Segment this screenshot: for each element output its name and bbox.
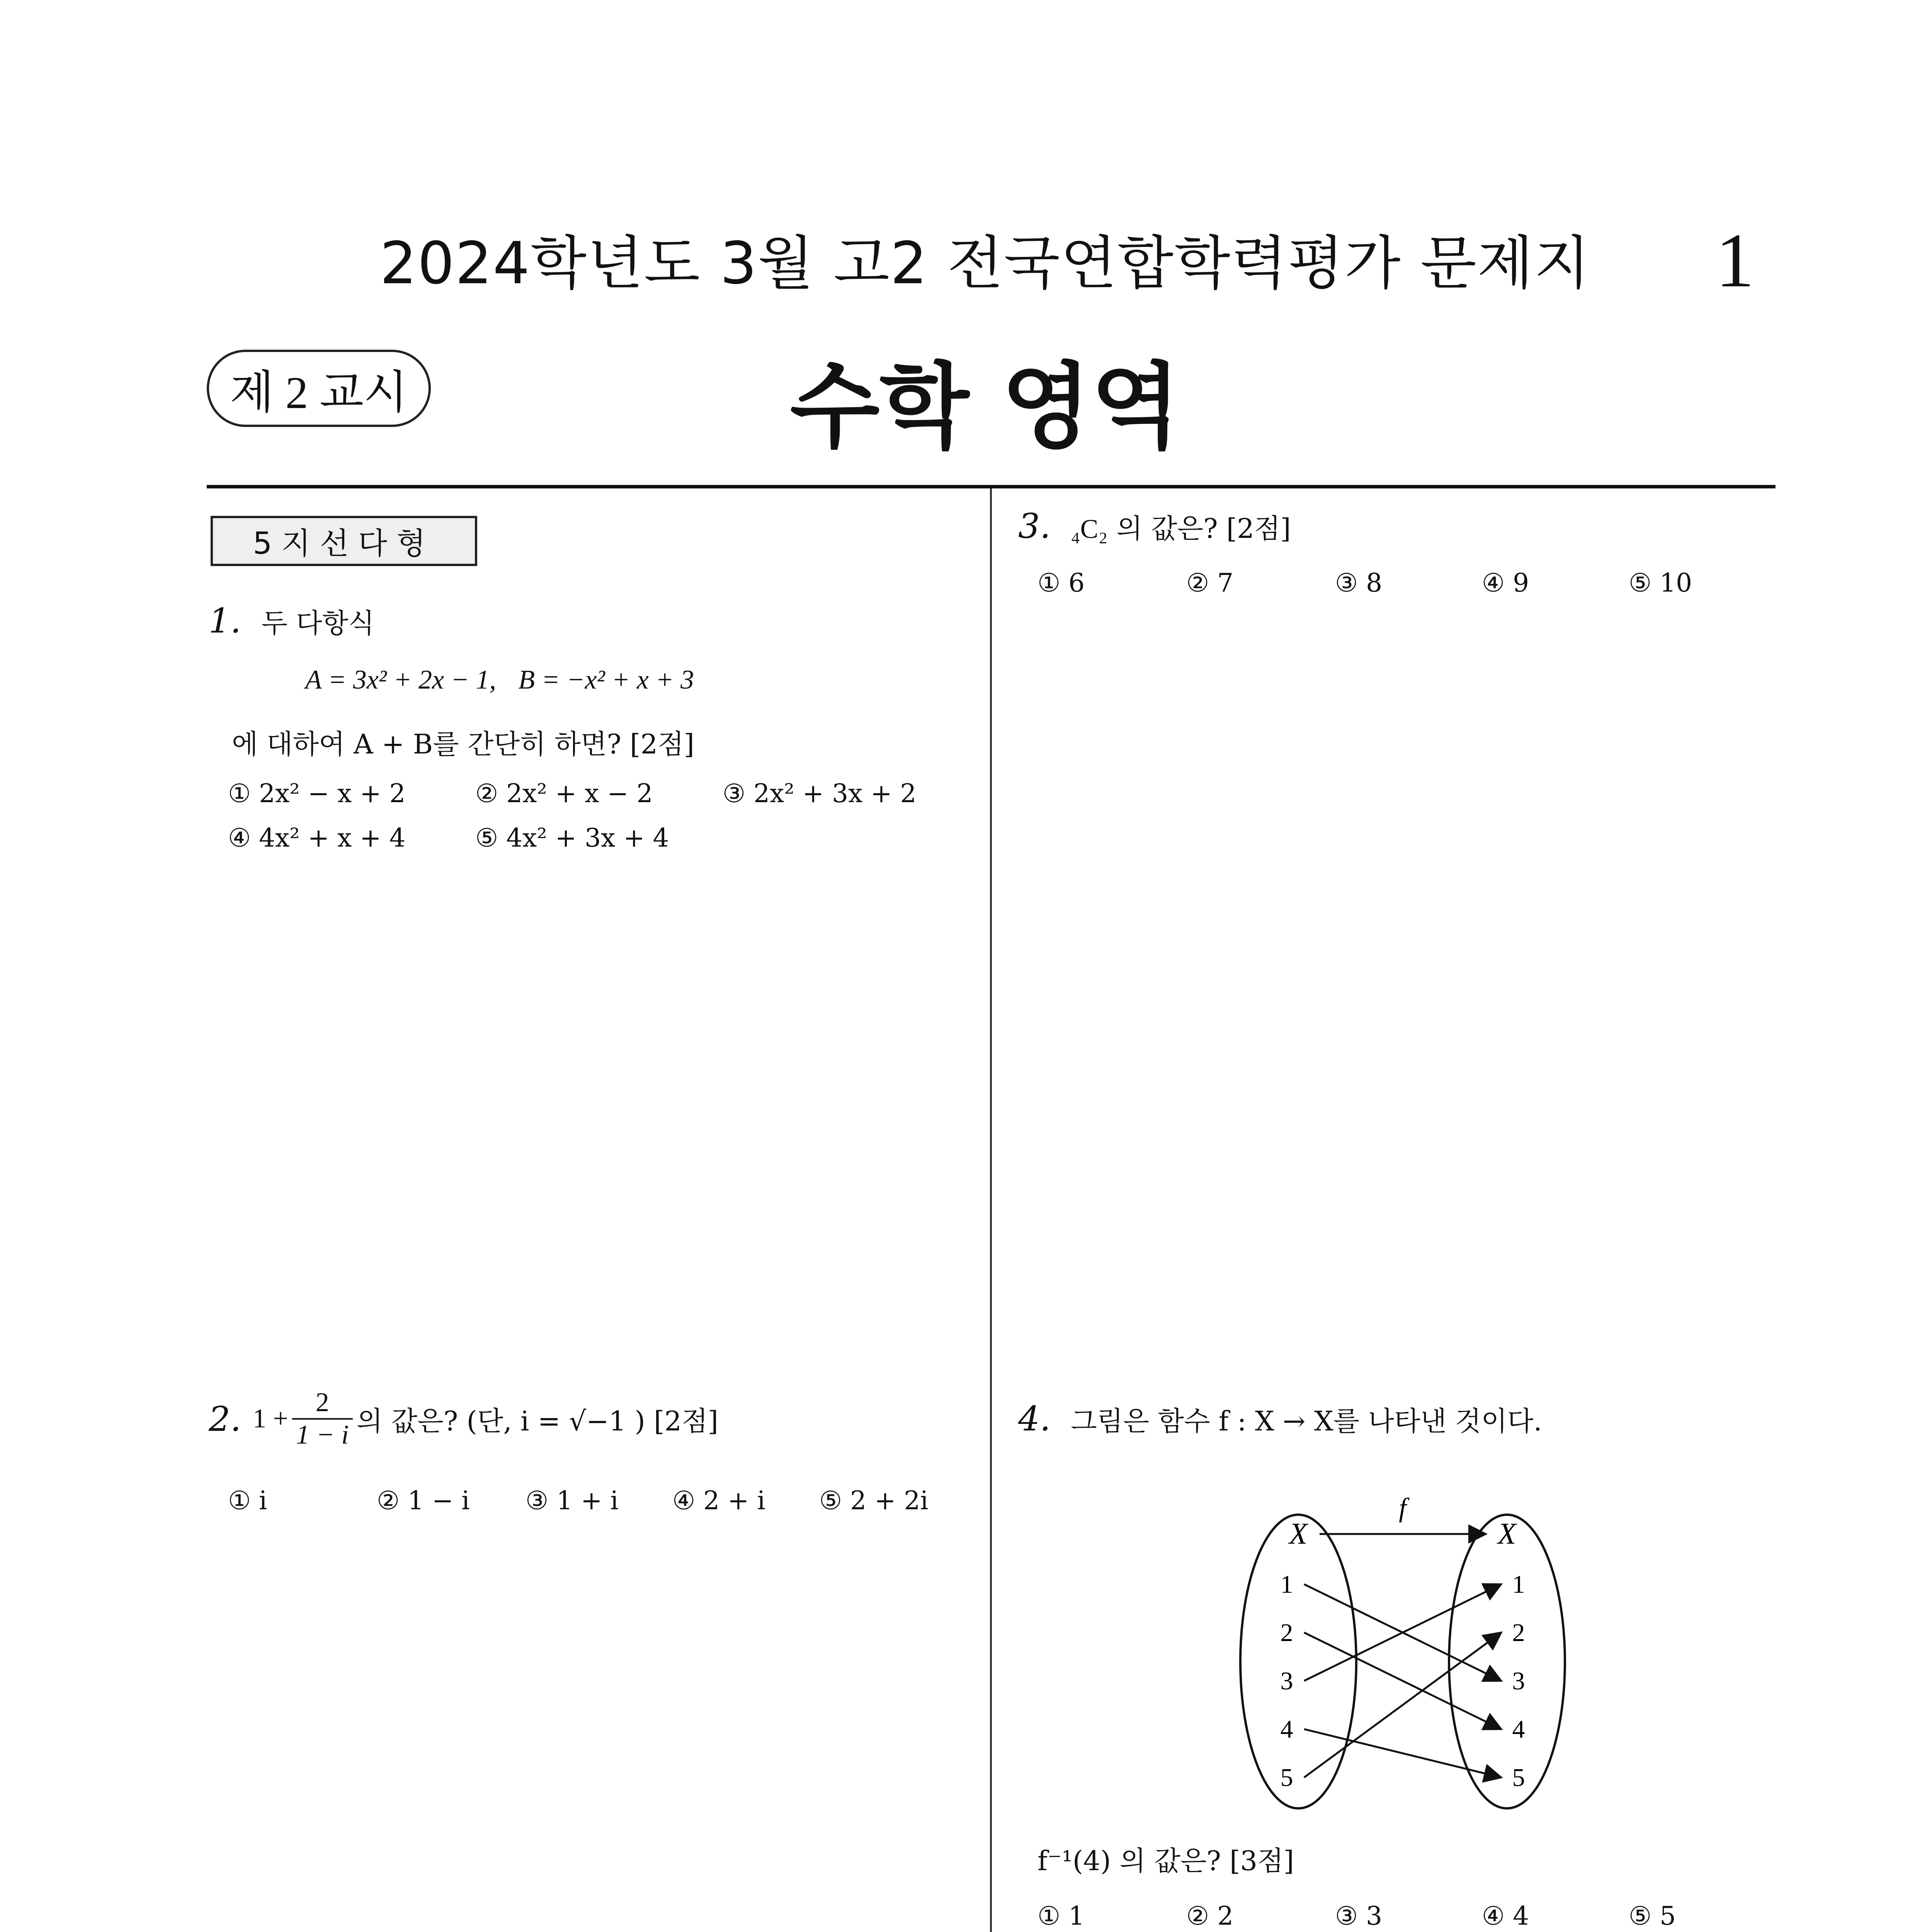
- q2-choice-2[interactable]: ② 1 − i: [377, 1486, 470, 1515]
- q1-choice-5[interactable]: ⑤ 4x² + 3x + 4: [475, 823, 669, 853]
- question-4-stem: [1018, 1399, 1542, 1439]
- q3-choice-2[interactable]: ② 7: [1186, 568, 1234, 598]
- q2-prefix: 1 +: [252, 1404, 288, 1434]
- function-mapping-diagram: [1229, 1480, 1577, 1828]
- question-3-number: 3.: [1018, 506, 1051, 546]
- codomain-set-label: X: [1498, 1517, 1516, 1550]
- question-1-question: 에 대하여 A + B를 간단히 하면? [2점]: [232, 728, 694, 760]
- q2-fraction-denominator: 1 − i: [296, 1420, 349, 1450]
- q2-choice-1[interactable]: ① i: [228, 1486, 267, 1515]
- q2-fraction: [292, 1387, 353, 1451]
- q2-fraction-numerator: 2: [292, 1387, 353, 1420]
- question-4-choices: [1037, 1901, 1772, 1932]
- q4-choice-3[interactable]: ③ 3: [1335, 1901, 1383, 1931]
- question-2-stem: [209, 1387, 718, 1451]
- question-4-number: 4.: [1018, 1399, 1051, 1439]
- question-2-number: 2.: [209, 1399, 241, 1439]
- function-label: f: [1399, 1493, 1406, 1523]
- period-label: 제 2 교시: [230, 367, 408, 418]
- q3-question-text: 의 값은? [2점]: [1116, 513, 1291, 544]
- question-3-stem: [1018, 506, 1291, 546]
- domain-element: 1: [1280, 1570, 1293, 1599]
- question-4-question: f⁻¹(4) 의 값은? [3점]: [1037, 1845, 1294, 1877]
- q4-choice-1[interactable]: ① 1: [1037, 1901, 1085, 1931]
- q4-choice-2[interactable]: ② 2: [1186, 1901, 1234, 1931]
- q1-choice-1[interactable]: ① 2x² − x + 2: [228, 779, 406, 808]
- mapping-arrow: [1304, 1729, 1501, 1777]
- page-number: 1: [1716, 218, 1754, 303]
- mapping-arrow: [1304, 1633, 1501, 1729]
- q1-choice-3[interactable]: ③ 2x² + 3x + 2: [723, 779, 917, 808]
- q4-stem-text: 그림은 함수 f : X → X를 나타낸 것이다.: [1071, 1405, 1542, 1437]
- q4-choice-4[interactable]: ④ 4: [1482, 1901, 1529, 1931]
- q4-choice-5[interactable]: ⑤ 5: [1629, 1901, 1676, 1931]
- mapping-arrows: [1304, 1584, 1501, 1777]
- q1-choice-4[interactable]: ④ 4x² + x + 4: [228, 823, 406, 853]
- formula-b: B = −x² + x + 3: [518, 665, 694, 695]
- question-1-formulas: [305, 665, 694, 696]
- question-1-stem-text: 두 다항식: [261, 607, 374, 639]
- codomain-element: 3: [1512, 1667, 1525, 1695]
- section-label: [211, 516, 477, 566]
- question-3-choices: [1037, 568, 1772, 607]
- q2-suffix: 의 값은? (단, i = √−1 ) [2점]: [356, 1405, 718, 1437]
- codomain-element: 5: [1512, 1764, 1525, 1792]
- domain-labels: [1281, 1570, 1293, 1792]
- domain-element: 2: [1280, 1619, 1293, 1647]
- mapping-arrow: [1304, 1633, 1501, 1777]
- q2-choice-4[interactable]: ④ 2 + i: [672, 1486, 765, 1515]
- question-2-choices: [228, 1486, 981, 1524]
- domain-element: 5: [1280, 1764, 1293, 1792]
- domain-set-label: X: [1289, 1517, 1308, 1550]
- q3-choice-1[interactable]: ① 6: [1037, 568, 1085, 598]
- exam-title: 2024학년도 3월 고2 전국연합학력평가 문제지: [380, 230, 1591, 297]
- q3-expression: ₄C₂: [1071, 514, 1108, 544]
- q3-choice-5[interactable]: ⑤ 10: [1629, 568, 1692, 598]
- formula-a: A = 3x² + 2x − 1,: [305, 665, 496, 695]
- codomain-element: 4: [1512, 1715, 1525, 1743]
- subject-title: 수학 영역: [790, 353, 1181, 461]
- section-label-text: 5지선다형: [253, 526, 435, 561]
- codomain-ellipse: [1449, 1515, 1565, 1808]
- q3-choice-4[interactable]: ④ 9: [1482, 568, 1529, 598]
- q1-choice-2[interactable]: ② 2x² + x − 2: [475, 779, 653, 808]
- question-1-stem: [209, 601, 374, 641]
- header-divider: [207, 485, 1776, 488]
- q2-choice-5[interactable]: ⑤ 2 + 2i: [819, 1486, 929, 1515]
- domain-element: 3: [1280, 1667, 1293, 1695]
- codomain-element: 2: [1512, 1619, 1525, 1647]
- codomain-labels: [1512, 1570, 1525, 1792]
- q2-choice-3[interactable]: ③ 1 + i: [526, 1486, 619, 1515]
- question-1-number: 1.: [209, 601, 241, 641]
- domain-ellipse: [1240, 1515, 1356, 1808]
- domain-element: 4: [1280, 1715, 1293, 1743]
- codomain-element: 1: [1512, 1570, 1525, 1599]
- column-divider: [990, 488, 992, 1932]
- question-1-choices: [228, 779, 962, 856]
- q3-choice-3[interactable]: ③ 8: [1335, 568, 1383, 598]
